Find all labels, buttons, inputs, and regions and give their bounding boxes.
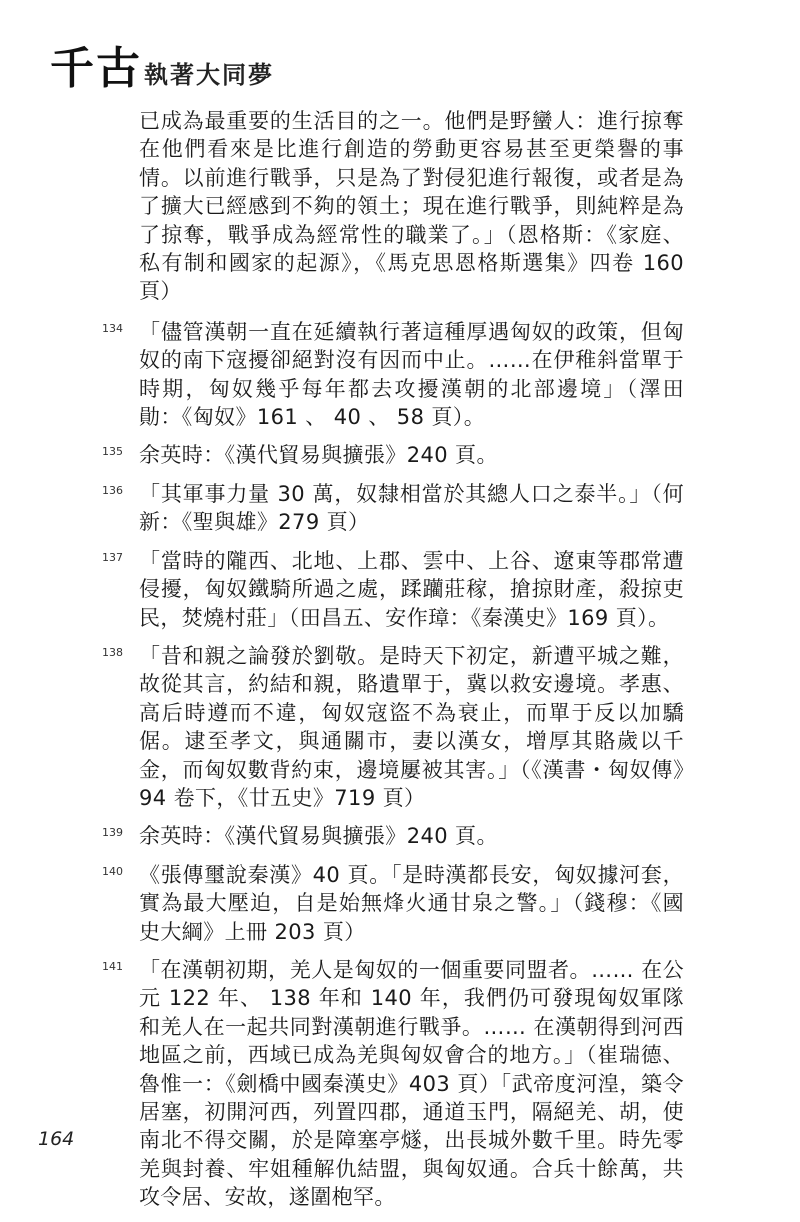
book-title-large: 千古 bbox=[50, 43, 142, 94]
footnote-138 bbox=[102, 642, 684, 812]
footnote-number: 141 bbox=[102, 959, 123, 973]
footnote-text: 「昔和親之論發於劉敬。是時天下初定，新遭平城之難，故從其言，約結和親，賂遺單于，冀以救安邊境。孝惠、高后時遵而不違，匈奴寇盜不為衰止，而單于反以加驕倨。逮至孝文，與通關市，妻以漢女，增厚其賂歲以千金，而匈奴數背約束，邊境屢被其害。」（《漢書・匈奴傳》94 卷下，《廿五史》719 頁） bbox=[139, 643, 684, 810]
footnote-number: 140 bbox=[102, 864, 123, 878]
footnote-134 bbox=[102, 318, 684, 432]
footnote-text: 「儘管漢朝一直在延續執行著這種厚遇匈奴的政策，但匈奴的南下寇擾卻絕對沒有因而中止。……在伊稚斜當單于時期，匈奴幾乎每年都去攻擾漢朝的北部邊境」（澤田勛：《匈奴》161 、 40 、 58 頁）。 bbox=[139, 319, 684, 430]
footnote-number: 139 bbox=[102, 826, 123, 840]
footnote-137 bbox=[102, 547, 684, 632]
footnote-136 bbox=[102, 480, 684, 537]
footnote-number: 134 bbox=[102, 321, 123, 335]
footnote-139 bbox=[102, 822, 684, 850]
footnote-text: 余英時：《漢代貿易與擴張》240 頁。 bbox=[139, 443, 498, 468]
running-header bbox=[50, 32, 274, 96]
lead-text: 已成為最重要的生活目的之一。他們是野蠻人：進行掠奪在他們看來是比進行創造的勞動更容易甚至更榮譽的事情。以前進行戰爭，只是為了對侵犯進行報復，或者是為了擴大已經感到不夠的領土；現在進行戰爭，則純粹是為了掠奪，戰爭成為經常性的職業了。」（恩格斯：《家庭、私有制和國家的起源》，《馬克思恩格斯選集》四卷 160 頁） bbox=[139, 109, 684, 304]
footnote-text: 《張傳璽說秦漢》40 頁。「是時漢都長安，匈奴據河套，實為最大壓迫，自是始無烽火通甘泉之警。」（錢穆：《國史大綱》上冊 203 頁） bbox=[139, 862, 684, 944]
footnote-135 bbox=[102, 441, 684, 469]
page-body bbox=[102, 107, 684, 1222]
footnote-text: 「在漢朝初期，羌人是匈奴的一個重要同盟者。…… 在公元 122 年、 138 年和 140 年，我們仍可發現匈奴軍隊和羌人在一起共同對漢朝進行戰爭。…… 在漢朝得到河西地區之前，西域已成為羌與匈奴會合的地方。」（崔瑞德、魯惟一：《劍橋中國秦漢史》403 頁）「武帝度河湟，築令居塞，初開河西，列置四郡，通道玉門，隔絕羌、胡，使南北不得交關，於是障塞亭燧，出長城外數千里。時先零羌與封養、牢姐種解仇結盟，與匈奴通。合兵十餘萬，共攻令居、安故，遂圍枹罕。 bbox=[139, 957, 684, 1210]
lead-paragraph bbox=[102, 107, 684, 306]
footnote-text: 余英時：《漢代貿易與擴張》240 頁。 bbox=[139, 824, 498, 849]
footnote-140 bbox=[102, 861, 684, 946]
footnote-number: 137 bbox=[102, 550, 123, 564]
footnote-text: 「其軍事力量 30 萬，奴隸相當於其總人口之泰半。」（何新：《聖與雄》279 頁） bbox=[139, 481, 684, 535]
footnote-text: 「當時的隴西、北地、上郡、雲中、上谷、遼東等郡常遭侵擾，匈奴鐵騎所過之處，蹂躪莊稼，搶掠財產，殺掠吏民，焚燒村莊」（田昌五、安作璋：《秦漢史》169 頁）。 bbox=[139, 548, 684, 630]
footnote-number: 136 bbox=[102, 483, 123, 497]
footnote-number: 135 bbox=[102, 445, 123, 459]
page-number: 164 bbox=[38, 1128, 75, 1150]
book-title-small: 執著大同夢 bbox=[144, 60, 274, 89]
footnote-number: 138 bbox=[102, 645, 123, 659]
footnote-141 bbox=[102, 956, 684, 1212]
